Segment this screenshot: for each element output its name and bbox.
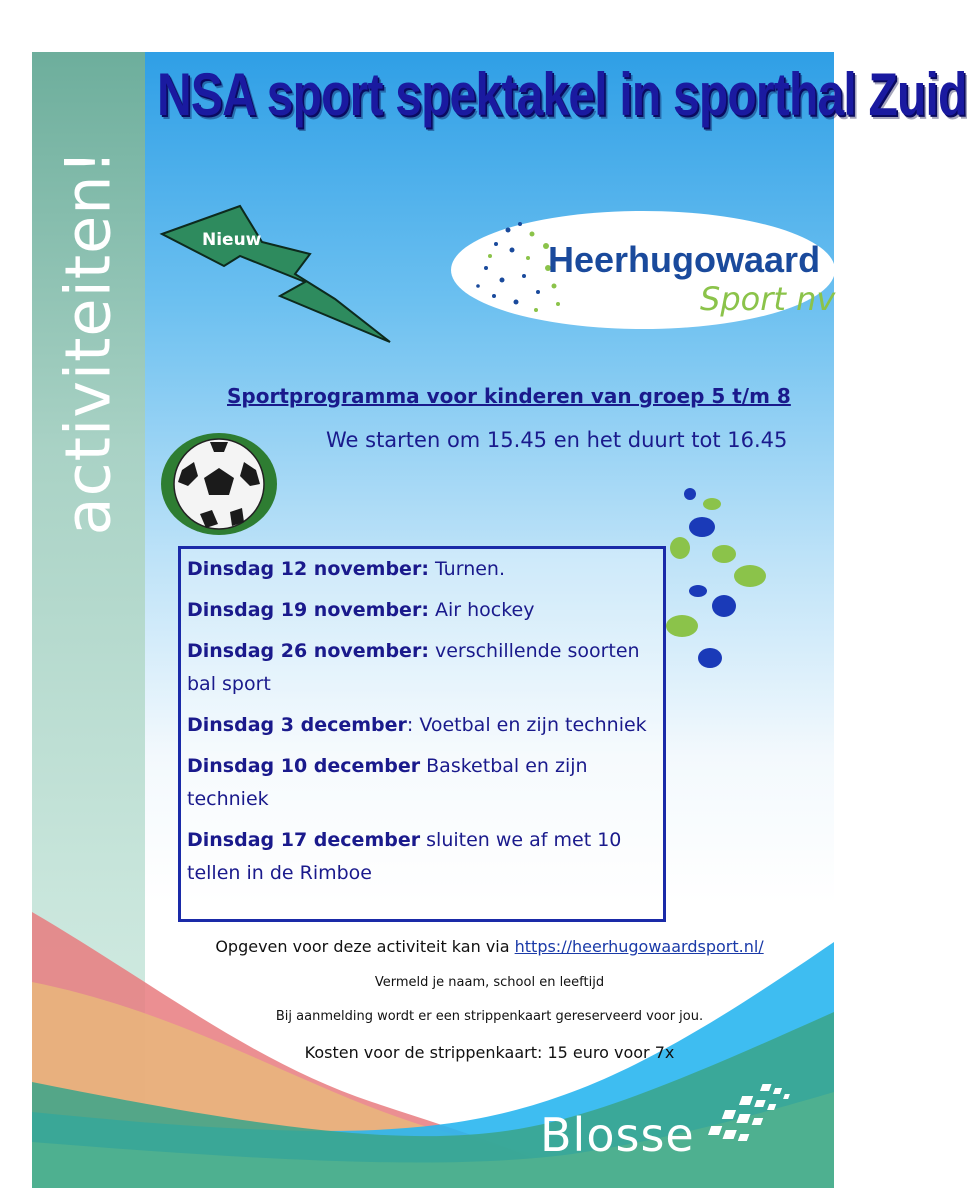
schedule-date: Dinsdag 12 november: (187, 558, 429, 580)
schedule-activity: Basketbal en zijn techniek (187, 755, 588, 810)
schedule-item (187, 635, 657, 701)
schedule-item (187, 553, 657, 586)
schedule-box (178, 546, 666, 922)
footer-line-4: Kosten voor de strippenkaart: 15 euro voor 7x (304, 1043, 675, 1062)
schedule-activity: Air hockey (428, 599, 535, 621)
schedule-item (187, 750, 657, 816)
heerhugowaard-sport-logo (450, 210, 836, 330)
page-title: NSA sport spektakel in sporthal Zuid (157, 61, 967, 128)
signup-line (145, 937, 834, 956)
flyer-page (32, 52, 967, 1188)
schedule-date: Dinsdag 3 december (187, 714, 407, 736)
schedule-item (187, 824, 657, 890)
schedule-activity: : Voetbal en zijn techniek (406, 714, 647, 736)
new-badge-label: Nieuw (202, 230, 262, 250)
signup-text: Opgeven voor deze activiteit kan via (215, 937, 515, 956)
blosse-brand: Blosse (540, 1108, 695, 1162)
schedule-item (187, 594, 657, 627)
schedule-date: Dinsdag 26 november: (187, 640, 429, 662)
schedule-item (187, 709, 657, 742)
logo-line2: Sport nv (700, 280, 836, 318)
schedule-date: Dinsdag 19 november: (187, 599, 429, 621)
lightning-bolt-icon (160, 204, 390, 344)
program-subtitle: Sportprogramma voor kinderen van groep 5 t/m 8 (227, 384, 791, 408)
blosse-logo-mark (704, 1080, 804, 1150)
schedule-activity: sluiten we af met 10 tellen in de Rimboe (187, 829, 622, 884)
schedule-activity: Turnen. (428, 558, 506, 580)
footer-line-3: Bij aanmelding wordt er een strippenkaart gereserveerd voor jou. (275, 1009, 704, 1024)
sidebar-text: activiteiten! (51, 148, 125, 536)
decorative-dots (662, 484, 772, 674)
program-time: We starten om 15.45 en het duurt tot 16.45 (326, 428, 788, 452)
signup-link[interactable]: https://heerhugowaardsport.nl/ (514, 937, 764, 956)
footer-line-2: Vermeld je naam, school en leeftijd (374, 975, 605, 990)
schedule-date: Dinsdag 17 december (187, 829, 421, 851)
soccer-ball-icon (160, 432, 278, 536)
logo-line1: Heerhugowaard (548, 239, 821, 280)
schedule-date: Dinsdag 10 december (187, 755, 421, 777)
schedule-activity: verschillende soorten bal sport (187, 640, 640, 695)
